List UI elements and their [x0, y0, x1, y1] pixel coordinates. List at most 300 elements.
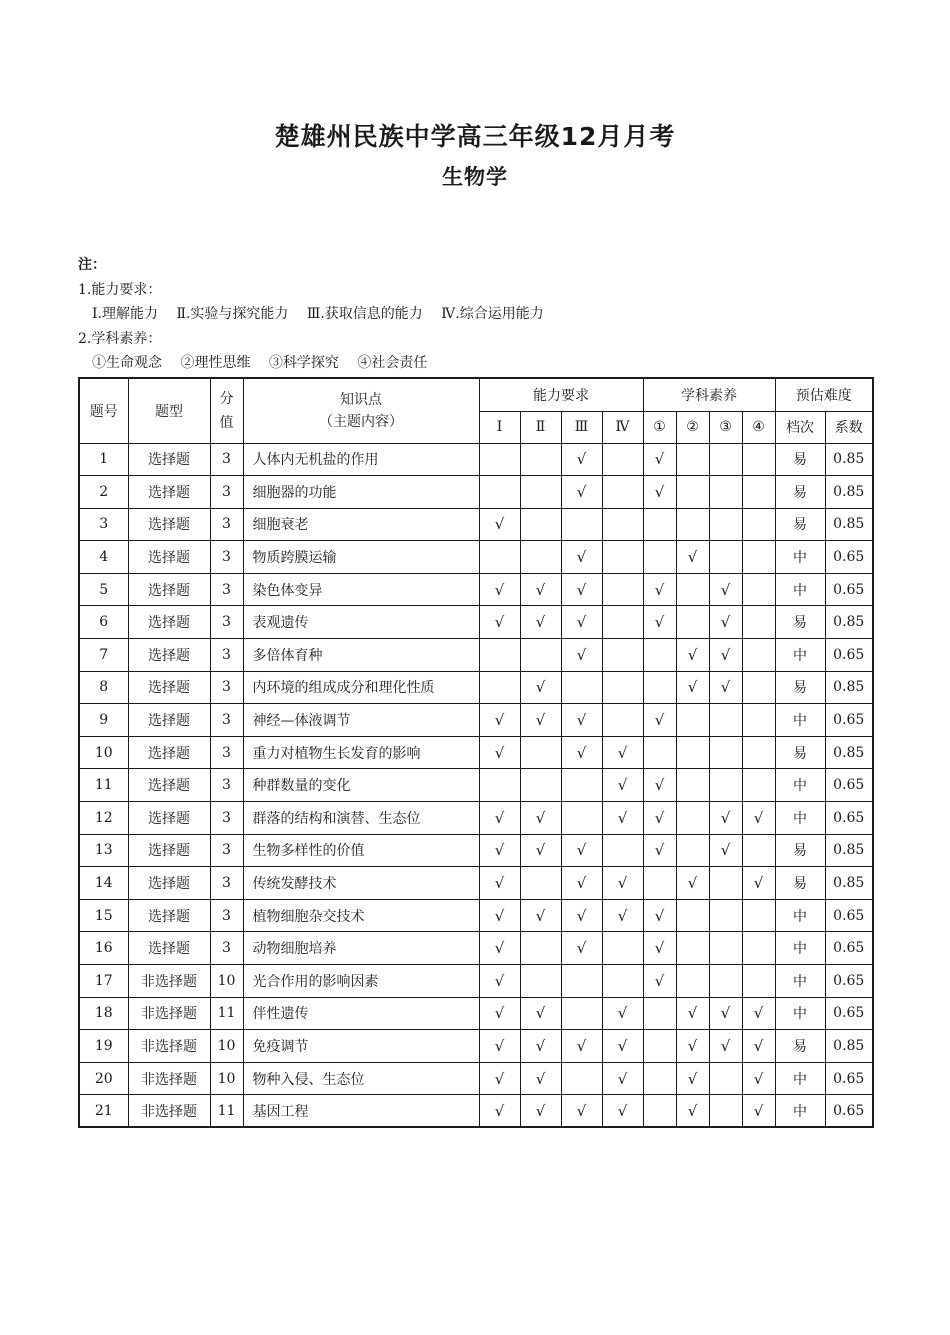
- cell-knowledge: 群落的结构和演替、生态位: [243, 802, 479, 835]
- cell-literacy-check: [742, 704, 775, 737]
- cell-level: 中: [775, 1062, 825, 1095]
- cell-score: 3: [210, 476, 243, 509]
- cell-knowledge: 重力对植物生长发育的影响: [243, 736, 479, 769]
- cell-literacy-check: [742, 834, 775, 867]
- cell-coef: 0.65: [825, 997, 873, 1030]
- cell-literacy-check: [742, 671, 775, 704]
- cell-literacy-check: [676, 769, 709, 802]
- cell-literacy-check: √: [643, 476, 676, 509]
- cell-ability-check: [479, 476, 520, 509]
- cell-literacy-check: √: [742, 867, 775, 900]
- cell-num: 10: [79, 736, 128, 769]
- cell-literacy-check: [709, 932, 742, 965]
- cell-score: 11: [210, 1095, 243, 1128]
- cell-level: 易: [775, 834, 825, 867]
- ability-legend-item: Ⅳ.综合运用能力: [441, 306, 544, 322]
- cell-literacy-check: [643, 541, 676, 574]
- cell-knowledge: 染色体变异: [243, 573, 479, 606]
- cell-coef: 0.65: [825, 1062, 873, 1095]
- cell-ability-check: [602, 443, 643, 476]
- cell-type: 选择题: [128, 606, 210, 639]
- cell-literacy-check: [709, 541, 742, 574]
- header-knowledge: [243, 378, 479, 443]
- header-literacy-col: ④: [742, 411, 775, 443]
- cell-knowledge: 细胞衰老: [243, 508, 479, 541]
- cell-level: 易: [775, 508, 825, 541]
- cell-literacy-check: [742, 541, 775, 574]
- cell-literacy-check: [643, 997, 676, 1030]
- cell-literacy-check: [709, 443, 742, 476]
- cell-score: 3: [210, 443, 243, 476]
- cell-type: 选择题: [128, 834, 210, 867]
- cell-literacy-check: [742, 736, 775, 769]
- cell-knowledge: 内环境的组成成分和理化性质: [243, 671, 479, 704]
- cell-literacy-check: [709, 769, 742, 802]
- header-literacy: 学科素养: [643, 378, 775, 411]
- header-num: 题号: [79, 378, 128, 443]
- cell-literacy-check: [709, 965, 742, 998]
- cell-score: 11: [210, 997, 243, 1030]
- cell-ability-check: √: [479, 1062, 520, 1095]
- cell-num: 7: [79, 639, 128, 672]
- cell-type: 选择题: [128, 541, 210, 574]
- cell-ability-check: √: [602, 899, 643, 932]
- cell-knowledge: 光合作用的影响因素: [243, 965, 479, 998]
- cell-score: 3: [210, 508, 243, 541]
- cell-ability-check: √: [520, 573, 561, 606]
- literacy-legend-item: ④社会责任: [357, 355, 428, 371]
- cell-level: 易: [775, 606, 825, 639]
- header-ability-col: Ⅳ: [602, 411, 643, 443]
- cell-ability-check: √: [602, 736, 643, 769]
- cell-literacy-check: √: [709, 639, 742, 672]
- cell-score: 3: [210, 639, 243, 672]
- cell-type: 选择题: [128, 899, 210, 932]
- literacy-legend-item: ②理性思维: [180, 355, 251, 371]
- cell-score: 3: [210, 573, 243, 606]
- header-ability-col: Ⅰ: [479, 411, 520, 443]
- cell-num: 18: [79, 997, 128, 1030]
- cell-knowledge: 免疫调节: [243, 1030, 479, 1063]
- cell-coef: 0.65: [825, 541, 873, 574]
- cell-ability-check: [520, 541, 561, 574]
- cell-literacy-check: [676, 704, 709, 737]
- cell-literacy-check: √: [643, 443, 676, 476]
- cell-literacy-check: [676, 573, 709, 606]
- cell-literacy-check: √: [643, 899, 676, 932]
- cell-score: 3: [210, 704, 243, 737]
- cell-ability-check: √: [561, 541, 602, 574]
- cell-literacy-check: √: [643, 965, 676, 998]
- cell-ability-check: [561, 671, 602, 704]
- cell-literacy-check: [676, 736, 709, 769]
- cell-literacy-check: √: [676, 1030, 709, 1063]
- cell-ability-check: √: [602, 769, 643, 802]
- cell-ability-check: [602, 932, 643, 965]
- cell-ability-check: [520, 508, 561, 541]
- cell-ability-check: √: [479, 508, 520, 541]
- cell-ability-check: √: [602, 802, 643, 835]
- cell-ability-check: √: [602, 997, 643, 1030]
- cell-ability-check: √: [561, 443, 602, 476]
- cell-ability-check: [602, 573, 643, 606]
- cell-ability-check: √: [479, 965, 520, 998]
- cell-literacy-check: [676, 834, 709, 867]
- literacy-legend-item: ①生命观念: [92, 355, 162, 371]
- cell-literacy-check: [676, 965, 709, 998]
- cell-score: 3: [210, 736, 243, 769]
- cell-ability-check: [561, 997, 602, 1030]
- cell-ability-check: √: [520, 899, 561, 932]
- cell-literacy-check: √: [676, 997, 709, 1030]
- cell-score: 3: [210, 899, 243, 932]
- cell-level: 中: [775, 899, 825, 932]
- cell-ability-check: √: [561, 932, 602, 965]
- cell-ability-check: [602, 834, 643, 867]
- cell-literacy-check: [742, 769, 775, 802]
- cell-ability-check: √: [561, 1095, 602, 1128]
- header-knowledge-line1: 知识点: [340, 391, 382, 408]
- cell-literacy-check: [709, 476, 742, 509]
- cell-type: 选择题: [128, 443, 210, 476]
- cell-type: 选择题: [128, 867, 210, 900]
- cell-ability-check: [520, 736, 561, 769]
- cell-ability-check: √: [602, 867, 643, 900]
- cell-knowledge: 表观遗传: [243, 606, 479, 639]
- cell-level: 中: [775, 639, 825, 672]
- cell-literacy-check: [742, 639, 775, 672]
- cell-ability-check: √: [561, 639, 602, 672]
- cell-type: 选择题: [128, 736, 210, 769]
- table-row: [79, 1062, 873, 1095]
- header-literacy-col: ②: [676, 411, 709, 443]
- cell-level: 中: [775, 541, 825, 574]
- cell-knowledge: 物质跨膜运输: [243, 541, 479, 574]
- cell-literacy-check: [742, 606, 775, 639]
- cell-literacy-check: [676, 476, 709, 509]
- cell-ability-check: √: [520, 802, 561, 835]
- literacy-legend: [78, 351, 544, 376]
- cell-ability-check: √: [602, 1062, 643, 1095]
- cell-ability-check: [561, 508, 602, 541]
- cell-num: 3: [79, 508, 128, 541]
- cell-ability-check: √: [479, 736, 520, 769]
- cell-ability-check: [520, 867, 561, 900]
- cell-literacy-check: [676, 606, 709, 639]
- cell-coef: 0.65: [825, 899, 873, 932]
- cell-coef: 0.65: [825, 573, 873, 606]
- cell-type: 选择题: [128, 932, 210, 965]
- cell-ability-check: [520, 476, 561, 509]
- cell-level: 中: [775, 769, 825, 802]
- table-row: [79, 1030, 873, 1063]
- cell-score: 3: [210, 769, 243, 802]
- cell-ability-check: √: [561, 476, 602, 509]
- table-row: [79, 508, 873, 541]
- cell-ability-check: [602, 508, 643, 541]
- cell-num: 16: [79, 932, 128, 965]
- cell-ability-check: [602, 704, 643, 737]
- cell-score: 10: [210, 965, 243, 998]
- cell-coef: 0.65: [825, 704, 873, 737]
- cell-level: 中: [775, 704, 825, 737]
- cell-score: 10: [210, 1062, 243, 1095]
- cell-level: 中: [775, 965, 825, 998]
- cell-literacy-check: √: [643, 704, 676, 737]
- cell-ability-check: √: [479, 1030, 520, 1063]
- cell-ability-check: [602, 639, 643, 672]
- cell-literacy-check: √: [643, 769, 676, 802]
- cell-literacy-check: √: [676, 867, 709, 900]
- cell-literacy-check: [643, 867, 676, 900]
- cell-ability-check: [520, 769, 561, 802]
- cell-num: 14: [79, 867, 128, 900]
- table-row: [79, 541, 873, 574]
- cell-ability-check: √: [479, 867, 520, 900]
- table-row: [79, 704, 873, 737]
- cell-literacy-check: [742, 476, 775, 509]
- cell-ability-check: √: [479, 802, 520, 835]
- header-level: 档次: [775, 411, 825, 443]
- cell-ability-check: √: [561, 736, 602, 769]
- cell-literacy-check: [676, 443, 709, 476]
- cell-coef: 0.85: [825, 834, 873, 867]
- cell-coef: 0.85: [825, 443, 873, 476]
- cell-type: 选择题: [128, 508, 210, 541]
- cell-literacy-check: √: [643, 606, 676, 639]
- header-coef: 系数: [825, 411, 873, 443]
- cell-score: 3: [210, 802, 243, 835]
- cell-type: 选择题: [128, 476, 210, 509]
- cell-type: 选择题: [128, 639, 210, 672]
- ability-legend-item: Ⅱ.实验与探究能力: [176, 306, 289, 322]
- page-title: 楚雄州民族中学高三年级12月月考: [274, 122, 676, 151]
- cell-level: 中: [775, 997, 825, 1030]
- cell-coef: 0.85: [825, 606, 873, 639]
- cell-knowledge: 物种入侵、生态位: [243, 1062, 479, 1095]
- header-type: 题型: [128, 378, 210, 443]
- cell-ability-check: [602, 541, 643, 574]
- table-row: [79, 736, 873, 769]
- table-row: [79, 671, 873, 704]
- cell-literacy-check: √: [676, 541, 709, 574]
- cell-literacy-check: √: [643, 932, 676, 965]
- cell-coef: 0.65: [825, 802, 873, 835]
- cell-coef: 0.85: [825, 867, 873, 900]
- cell-ability-check: √: [561, 1030, 602, 1063]
- cell-ability-check: [561, 802, 602, 835]
- cell-literacy-check: √: [742, 997, 775, 1030]
- cell-ability-check: √: [479, 997, 520, 1030]
- cell-ability-check: [520, 932, 561, 965]
- cell-knowledge: 植物细胞杂交技术: [243, 899, 479, 932]
- cell-literacy-check: [643, 508, 676, 541]
- cell-ability-check: √: [520, 1062, 561, 1095]
- cell-ability-check: √: [479, 606, 520, 639]
- table-row: [79, 1095, 873, 1128]
- cell-ability-check: √: [602, 1095, 643, 1128]
- cell-ability-check: [602, 965, 643, 998]
- cell-type: 非选择题: [128, 997, 210, 1030]
- cell-literacy-check: [643, 671, 676, 704]
- cell-score: 3: [210, 867, 243, 900]
- header-difficulty: 预估难度: [775, 378, 873, 411]
- cell-level: 中: [775, 802, 825, 835]
- cell-literacy-check: [676, 932, 709, 965]
- cell-literacy-check: √: [709, 1030, 742, 1063]
- cell-literacy-check: [742, 443, 775, 476]
- cell-literacy-check: [643, 736, 676, 769]
- cell-literacy-check: [676, 899, 709, 932]
- cell-knowledge: 多倍体育种: [243, 639, 479, 672]
- cell-ability-check: √: [520, 671, 561, 704]
- cell-num: 15: [79, 899, 128, 932]
- cell-score: 3: [210, 671, 243, 704]
- cell-coef: 0.85: [825, 671, 873, 704]
- cell-literacy-check: [742, 573, 775, 606]
- cell-score: 3: [210, 606, 243, 639]
- notes-section: [78, 253, 544, 376]
- cell-literacy-check: √: [709, 802, 742, 835]
- cell-literacy-check: [676, 508, 709, 541]
- cell-literacy-check: [643, 1095, 676, 1128]
- cell-coef: 0.85: [825, 1030, 873, 1063]
- cell-literacy-check: √: [709, 671, 742, 704]
- cell-ability-check: √: [561, 573, 602, 606]
- cell-num: 19: [79, 1030, 128, 1063]
- cell-ability-check: √: [602, 1030, 643, 1063]
- cell-literacy-check: √: [709, 573, 742, 606]
- cell-score: 3: [210, 541, 243, 574]
- cell-literacy-check: [676, 802, 709, 835]
- cell-literacy-check: [709, 736, 742, 769]
- cell-coef: 0.65: [825, 965, 873, 998]
- cell-ability-check: [602, 476, 643, 509]
- cell-ability-check: [479, 769, 520, 802]
- table-row: [79, 867, 873, 900]
- ability-legend-item: Ⅰ.理解能力: [92, 306, 158, 322]
- cell-ability-check: √: [561, 899, 602, 932]
- header-knowledge-line2: （主题内容）: [319, 413, 403, 430]
- cell-level: 易: [775, 443, 825, 476]
- page-subtitle: 生物学: [442, 165, 508, 189]
- cell-ability-check: √: [520, 704, 561, 737]
- cell-level: 易: [775, 1030, 825, 1063]
- cell-ability-check: [561, 1062, 602, 1095]
- table-row: [79, 476, 873, 509]
- cell-num: 8: [79, 671, 128, 704]
- cell-score: 3: [210, 932, 243, 965]
- cell-coef: 0.65: [825, 1095, 873, 1128]
- cell-knowledge: 种群数量的变化: [243, 769, 479, 802]
- table-row: [79, 802, 873, 835]
- cell-num: 1: [79, 443, 128, 476]
- cell-ability-check: √: [479, 899, 520, 932]
- cell-type: 非选择题: [128, 1095, 210, 1128]
- cell-knowledge: 伴性遗传: [243, 997, 479, 1030]
- cell-knowledge: 细胞器的功能: [243, 476, 479, 509]
- cell-score: 10: [210, 1030, 243, 1063]
- cell-ability-check: √: [479, 1095, 520, 1128]
- table-row: [79, 834, 873, 867]
- cell-literacy-check: √: [709, 834, 742, 867]
- cell-ability-check: √: [561, 704, 602, 737]
- cell-literacy-check: [742, 932, 775, 965]
- cell-num: 5: [79, 573, 128, 606]
- cell-literacy-check: √: [742, 1095, 775, 1128]
- cell-literacy-check: [709, 508, 742, 541]
- cell-ability-check: √: [520, 834, 561, 867]
- table-row: [79, 899, 873, 932]
- cell-level: 中: [775, 1095, 825, 1128]
- cell-knowledge: 生物多样性的价值: [243, 834, 479, 867]
- ability-legend: [78, 302, 544, 327]
- cell-type: 选择题: [128, 671, 210, 704]
- notes-heading: 注：: [78, 257, 106, 273]
- cell-num: 12: [79, 802, 128, 835]
- cell-ability-check: √: [561, 606, 602, 639]
- cell-literacy-check: √: [676, 671, 709, 704]
- cell-ability-check: √: [520, 1095, 561, 1128]
- cell-coef: 0.85: [825, 476, 873, 509]
- table-row: [79, 997, 873, 1030]
- cell-type: 选择题: [128, 573, 210, 606]
- table-row: [79, 573, 873, 606]
- cell-coef: 0.65: [825, 639, 873, 672]
- spec-table-body: [79, 443, 873, 1127]
- cell-ability-check: [520, 639, 561, 672]
- ability-heading: 1.能力要求：: [78, 281, 162, 298]
- cell-literacy-check: [742, 508, 775, 541]
- literacy-legend-item: ③科学探究: [268, 355, 339, 371]
- cell-literacy-check: [709, 867, 742, 900]
- cell-knowledge: 基因工程: [243, 1095, 479, 1128]
- cell-literacy-check: [709, 704, 742, 737]
- cell-num: 17: [79, 965, 128, 998]
- cell-ability-check: √: [561, 867, 602, 900]
- cell-ability-check: [561, 769, 602, 802]
- cell-literacy-check: [742, 899, 775, 932]
- header-ability-col: Ⅲ: [561, 411, 602, 443]
- cell-level: 易: [775, 476, 825, 509]
- table-row: [79, 769, 873, 802]
- cell-literacy-check: [643, 1030, 676, 1063]
- cell-type: 非选择题: [128, 965, 210, 998]
- cell-literacy-check: √: [643, 834, 676, 867]
- cell-literacy-check: √: [742, 1062, 775, 1095]
- cell-num: 9: [79, 704, 128, 737]
- header-score-text: 分值: [219, 390, 234, 431]
- cell-coef: 0.65: [825, 932, 873, 965]
- literacy-heading: 2.学科素养：: [78, 330, 162, 347]
- cell-level: 易: [775, 867, 825, 900]
- cell-knowledge: 人体内无机盐的作用: [243, 443, 479, 476]
- header-literacy-col: ①: [643, 411, 676, 443]
- cell-type: 选择题: [128, 704, 210, 737]
- cell-ability-check: [602, 606, 643, 639]
- header-ability-col: Ⅱ: [520, 411, 561, 443]
- cell-score: 3: [210, 834, 243, 867]
- cell-literacy-check: √: [709, 606, 742, 639]
- cell-literacy-check: √: [676, 1062, 709, 1095]
- cell-literacy-check: √: [643, 802, 676, 835]
- cell-type: 选择题: [128, 802, 210, 835]
- ability-legend-item: Ⅲ.获取信息的能力: [306, 306, 423, 322]
- cell-knowledge: 神经—体液调节: [243, 704, 479, 737]
- cell-literacy-check: [643, 1062, 676, 1095]
- table-row: [79, 965, 873, 998]
- cell-num: 11: [79, 769, 128, 802]
